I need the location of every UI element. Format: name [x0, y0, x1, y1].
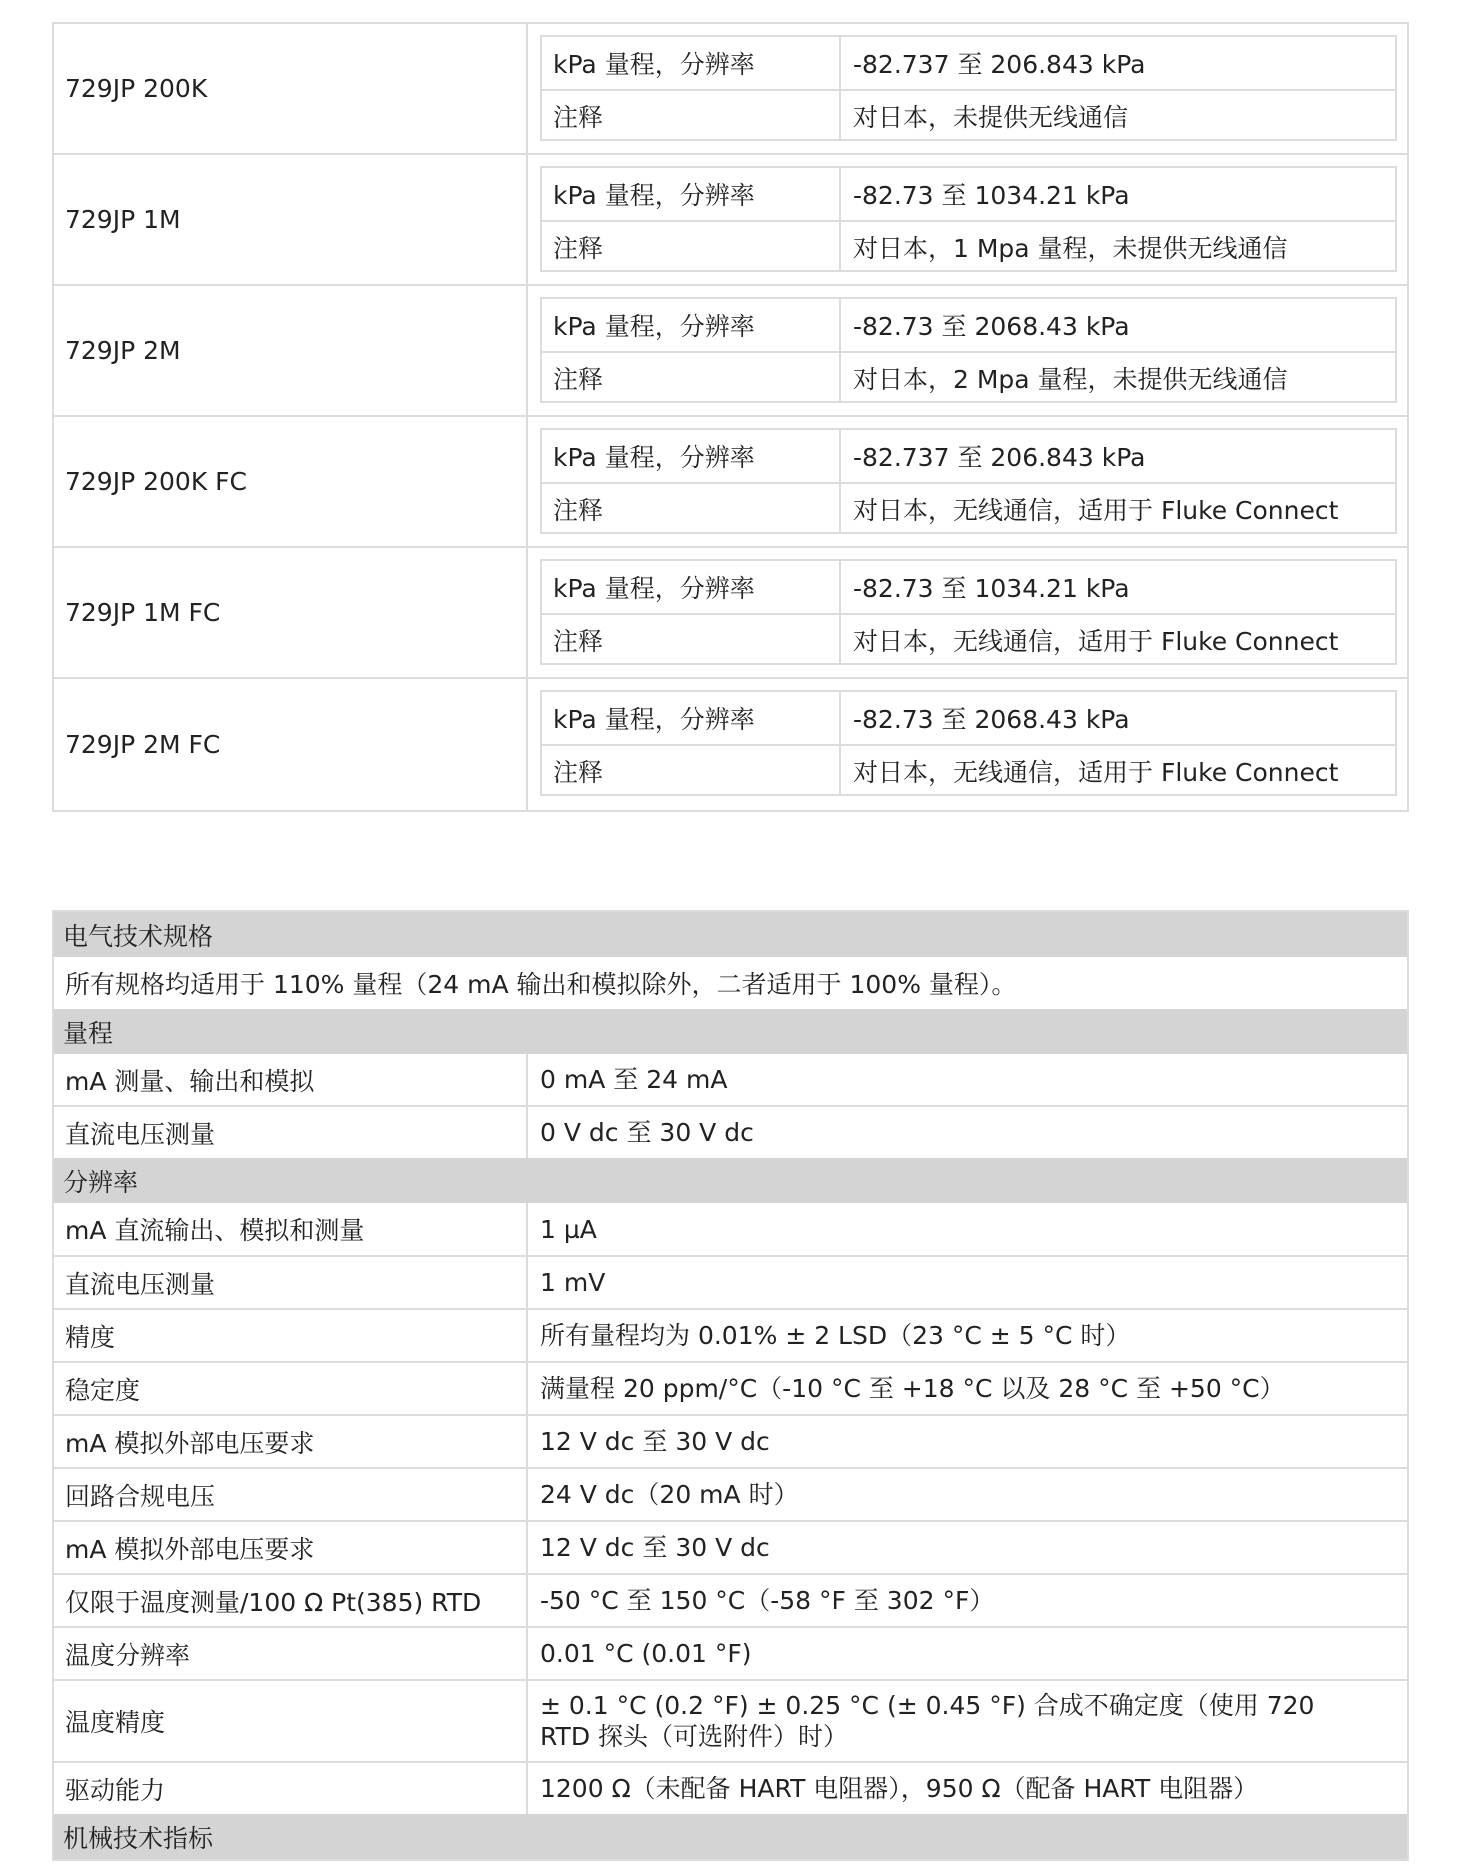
- spec-value: 24 V dc（20 mA 时）: [540, 1480, 799, 1509]
- note-label: 注释: [542, 353, 841, 403]
- specs-table: [52, 910, 1409, 1861]
- range-value: -82.737 至 206.843 kPa: [853, 50, 1146, 79]
- model-name: 729JP 200K: [54, 24, 528, 153]
- spec-row: [54, 1105, 1407, 1158]
- spec-row: [54, 1255, 1407, 1308]
- section-header-electrical: 电气技术规格: [54, 912, 1407, 957]
- model-row: [54, 24, 1407, 155]
- spec-label: mA 模拟外部电压要求: [54, 1416, 528, 1467]
- model-spec-table: [540, 35, 1397, 141]
- note-value: 对日本，无线通信，适用于 Fluke Connect: [853, 758, 1339, 787]
- note-label: 注释: [542, 484, 841, 534]
- spec-value: 0.01 °C (0.01 °F): [540, 1639, 752, 1668]
- spec-row: [54, 1054, 1407, 1105]
- spec-label: mA 测量、输出和模拟: [54, 1054, 528, 1105]
- note-value: 对日本，2 Mpa 量程，未提供无线通信: [853, 365, 1288, 394]
- range-label: kPa 量程，分辨率: [542, 168, 841, 220]
- section-header-resolution: 分辨率: [54, 1158, 1407, 1203]
- model-spec-table: [540, 559, 1397, 665]
- model-spec-table: [540, 428, 1397, 534]
- spec-row: [54, 1467, 1407, 1520]
- range-label: kPa 量程，分辨率: [542, 561, 841, 613]
- spec-row: [54, 1761, 1407, 1814]
- range-value: -82.737 至 206.843 kPa: [853, 443, 1146, 472]
- range-label: kPa 量程，分辨率: [542, 692, 841, 744]
- spec-label: mA 直流输出、模拟和测量: [54, 1203, 528, 1255]
- note-value: 对日本，无线通信，适用于 Fluke Connect: [853, 496, 1339, 525]
- spec-value: 0 V dc 至 30 V dc: [540, 1118, 754, 1147]
- model-row: [54, 417, 1407, 548]
- spec-label: mA 模拟外部电压要求: [54, 1522, 528, 1573]
- spec-row: [54, 1361, 1407, 1414]
- spec-label: 精度: [54, 1310, 528, 1361]
- section-header-range: 量程: [54, 1009, 1407, 1054]
- spec-value: 0 mA 至 24 mA: [540, 1065, 728, 1094]
- spec-value: 所有量程均为 0.01% ± 2 LSD（23 °C ± 5 °C 时）: [540, 1321, 1131, 1350]
- spec-value: -50 °C 至 150 °C（-58 °F 至 302 °F）: [540, 1586, 995, 1615]
- spec-label: 仅限于温度测量/100 Ω Pt(385) RTD: [54, 1575, 528, 1626]
- spec-value: 1 mV: [540, 1268, 606, 1297]
- spec-value: 12 V dc 至 30 V dc: [540, 1427, 770, 1456]
- range-label: kPa 量程，分辨率: [542, 37, 841, 89]
- spec-row: [54, 1520, 1407, 1573]
- spec-row: [54, 1626, 1407, 1679]
- spec-label: 驱动能力: [54, 1763, 528, 1814]
- spec-value: 1200 Ω（未配备 HART 电阻器），950 Ω（配备 HART 电阻器）: [540, 1774, 1259, 1803]
- model-name: 729JP 1M: [54, 155, 528, 284]
- note-value: 对日本，1 Mpa 量程，未提供无线通信: [853, 234, 1288, 263]
- range-value: -82.73 至 1034.21 kPa: [853, 574, 1130, 603]
- note-value: 对日本，未提供无线通信: [853, 103, 1129, 132]
- spec-row: [54, 1308, 1407, 1361]
- note-label: 注释: [542, 91, 841, 141]
- model-name: 729JP 200K FC: [54, 417, 528, 546]
- spec-value: 12 V dc 至 30 V dc: [540, 1533, 770, 1562]
- electrical-note: 所有规格均适用于 110% 量程（24 mA 输出和模拟除外，二者适用于 100% 量程）。: [65, 970, 1017, 999]
- model-spec-table: [540, 297, 1397, 403]
- note-label: 注释: [542, 746, 841, 796]
- model-name: 729JP 2M: [54, 286, 528, 415]
- spec-value: 1 µA: [540, 1214, 597, 1244]
- spec-label: 稳定度: [54, 1363, 528, 1414]
- models-table: [52, 22, 1409, 812]
- model-spec-table: [540, 690, 1397, 796]
- note-value: 对日本，无线通信，适用于 Fluke Connect: [853, 627, 1339, 656]
- range-value: -82.73 至 2068.43 kPa: [853, 312, 1130, 341]
- range-label: kPa 量程，分辨率: [542, 430, 841, 482]
- spec-value: 满量程 20 ppm/°C（-10 °C 至 +18 °C 以及 28 °C 至 +50 °C）: [540, 1374, 1285, 1403]
- model-name: 729JP 2M FC: [54, 679, 528, 810]
- spec-label: 回路合规电压: [54, 1469, 528, 1520]
- spec-label: 温度精度: [54, 1681, 528, 1761]
- range-value: -82.73 至 2068.43 kPa: [853, 705, 1130, 734]
- range-label: kPa 量程，分辨率: [542, 299, 841, 351]
- model-row: [54, 679, 1407, 810]
- spec-label: 直流电压测量: [54, 1257, 528, 1308]
- note-label: 注释: [542, 615, 841, 665]
- range-value: -82.73 至 1034.21 kPa: [853, 181, 1130, 210]
- model-spec-table: [540, 166, 1397, 272]
- spec-value: ± 0.1 °C (0.2 °F) ± 0.25 °C (± 0.45 °F) 合成不确定度（使用 720 RTD 探头（可选附件）时）: [540, 1691, 1315, 1751]
- spec-label: 温度分辨率: [54, 1628, 528, 1679]
- model-row: [54, 155, 1407, 286]
- note-label: 注释: [542, 222, 841, 272]
- spec-row: [54, 1414, 1407, 1467]
- spec-row: [54, 1679, 1407, 1761]
- model-row: [54, 286, 1407, 417]
- spec-label: 直流电压测量: [54, 1107, 528, 1158]
- model-name: 729JP 1M FC: [54, 548, 528, 677]
- section-header-mechanical: 机械技术指标: [54, 1814, 1407, 1859]
- spec-row: [54, 1573, 1407, 1626]
- spec-row: [54, 1203, 1407, 1255]
- model-row: [54, 548, 1407, 679]
